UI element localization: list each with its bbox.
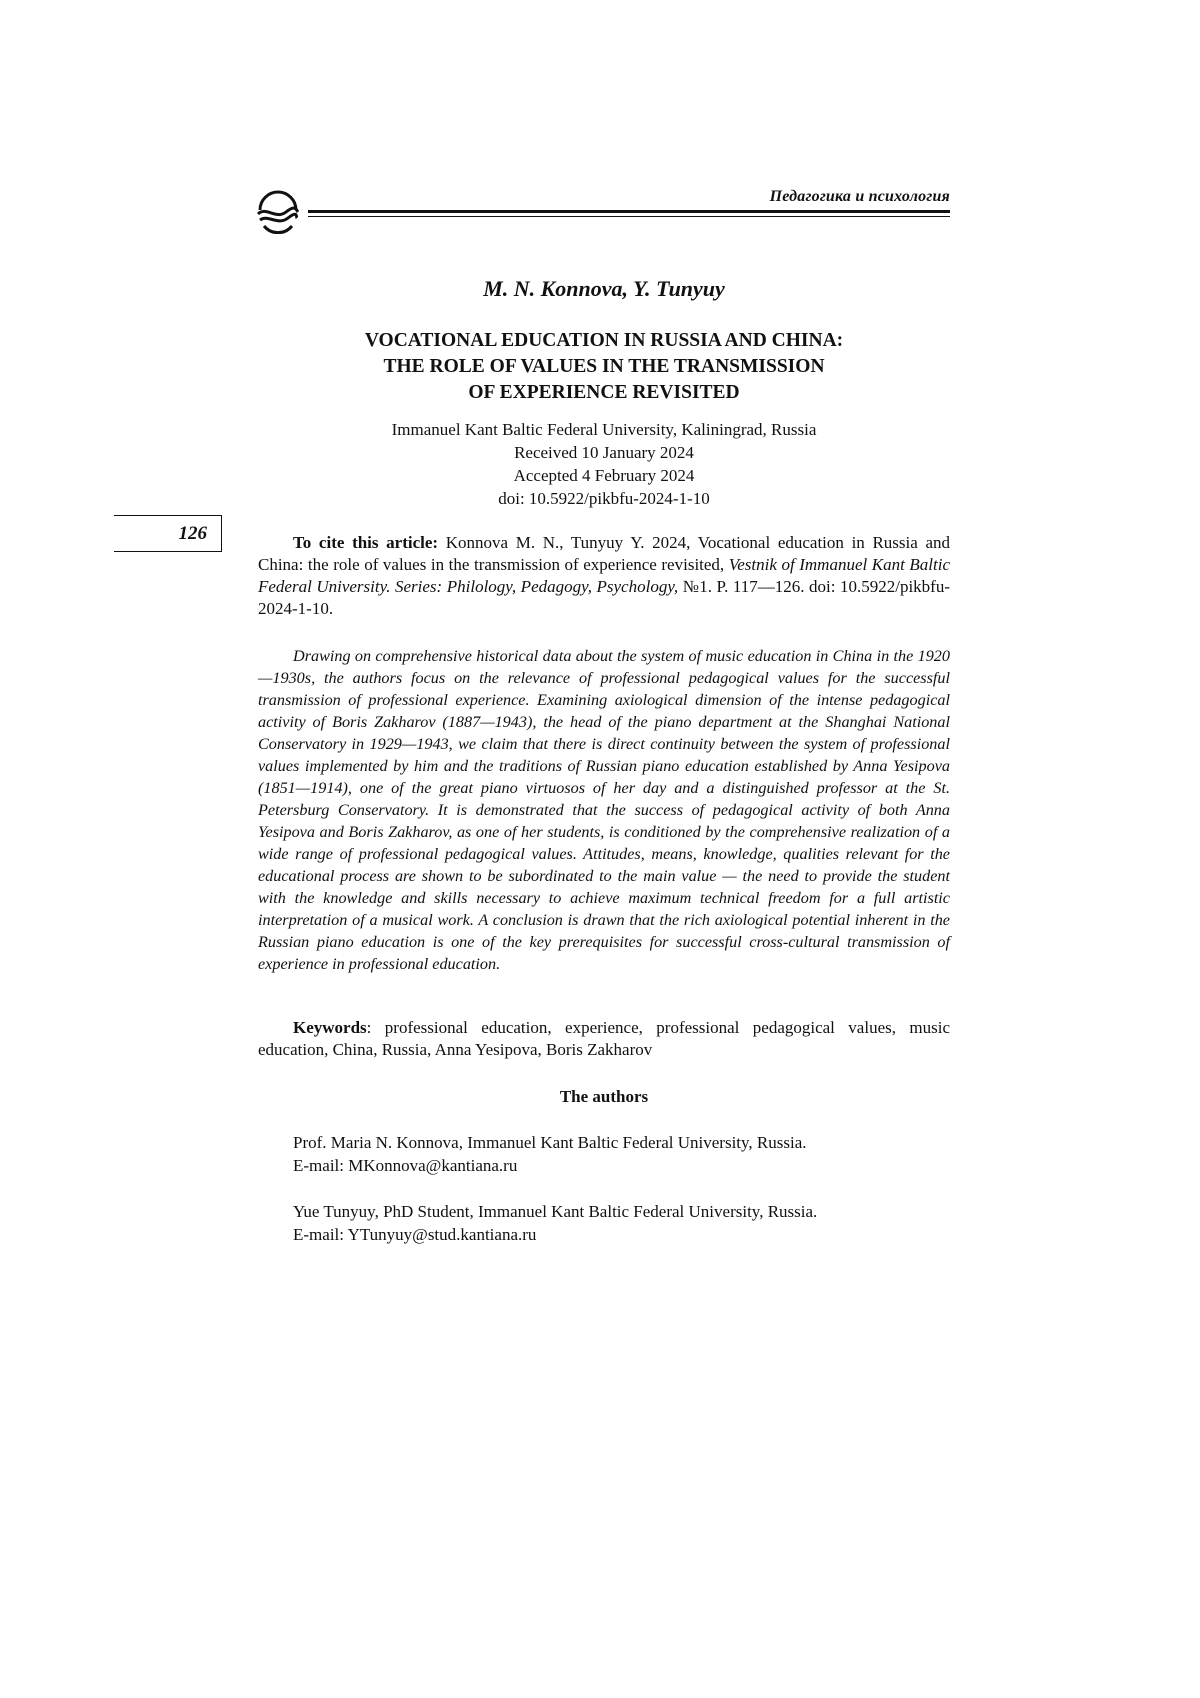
abstract: Drawing on comprehensive historical data about the system of music education in China in the 1920—1930s, the authors focus on the relevance of professional pedagogical values for the successful transmission of professional experience. Examining axiological dimension of the intense pedagogical activity of Boris Zakharov (1887—1943), the head of the piano department at the Shanghai National Conservatory in 1929—1943, we claim that there is direct continuity between the system of professional values implemented by him and the traditions of Russian piano education established by Anna Yesipova (1851—1914), one of the great piano virtuosos of her day and a distinguished professor at the St. Petersburg Conservatory. It is demonstrated that the success of pedagogical activity of both Anna Yesipova and Boris Zakharov, as one of her students, is conditioned by the comprehensive realization of a wide range of professional pedagogical values. Attitudes, means, knowledge, qualities relevant for the educational process are shown to be subordinated to the main value — the need to provide the student with the knowledge and skills necessary to achieve maximum technical freedom for a full artistic interpretation of a musical work. A conclusion is drawn that the rich axiological potential inherent in the Russian piano education is one of the key prerequisites for successful cross-cultural transmission of experience in professional education. bbox=[258, 647, 950, 973]
author-affiliation: Yue Tunyuy, PhD Student, Immanuel Kant Baltic Federal University, Russia. bbox=[293, 1202, 818, 1221]
authors-heading: The authors bbox=[559, 1087, 649, 1106]
journal-wave-logo-icon bbox=[256, 190, 300, 234]
accepted-date: Accepted 4 February 2024 bbox=[513, 466, 695, 485]
citation-text-end: №1. P. 117—126. doi: 10.5922/pikbfu-2024-1-10. bbox=[258, 577, 950, 618]
header-rule-thin bbox=[308, 216, 950, 217]
article-authors: M. N. Konnova, Y. Tunyuy bbox=[483, 276, 725, 301]
affiliation: Immanuel Kant Baltic Federal University, Kaliningrad, Russia bbox=[391, 420, 817, 439]
author-block bbox=[293, 1200, 817, 1246]
title-line: OF EXPERIENCE REVISITED bbox=[468, 382, 740, 403]
article-meta bbox=[258, 418, 950, 510]
section-title: Педагогика и психология bbox=[769, 188, 950, 205]
citation-paragraph bbox=[258, 532, 950, 620]
keywords-paragraph bbox=[258, 1017, 950, 1061]
keywords-text: : professional education, experience, professional pedagogical values, music education, China, Russia, Anna Yesipova, Boris Zakharov bbox=[258, 1018, 950, 1059]
page-number: 126 bbox=[114, 515, 222, 552]
article-doi: doi: 10.5922/pikbfu-2024-1-10 bbox=[498, 489, 710, 508]
keywords-label: Keywords bbox=[293, 1018, 367, 1037]
title-line: THE ROLE OF VALUES IN THE TRANSMISSION bbox=[383, 356, 825, 377]
author-email: E-mail: MKonnova@kantiana.ru bbox=[293, 1156, 518, 1175]
title-line: VOCATIONAL EDUCATION IN RUSSIA AND CHINA: bbox=[364, 330, 844, 351]
author-email: E-mail: YTunyuy@stud.kantiana.ru bbox=[293, 1225, 537, 1244]
received-date: Received 10 January 2024 bbox=[514, 443, 694, 462]
citation-label: To cite this article: bbox=[293, 533, 439, 552]
article-title bbox=[258, 328, 950, 406]
author-block bbox=[293, 1131, 807, 1177]
citation-journal: Vestnik of Immanuel Kant Baltic Federal University. Series: Philology, Pedagogy, Psychology, bbox=[258, 555, 950, 596]
header-rule bbox=[308, 210, 950, 213]
author-affiliation: Prof. Maria N. Konnova, Immanuel Kant Baltic Federal University, Russia. bbox=[293, 1133, 807, 1152]
citation-text: Konnova M. N., Tunyuy Y. 2024, Vocational education in Russia and China: the role of values in the transmission of experience revisited, bbox=[258, 533, 950, 574]
